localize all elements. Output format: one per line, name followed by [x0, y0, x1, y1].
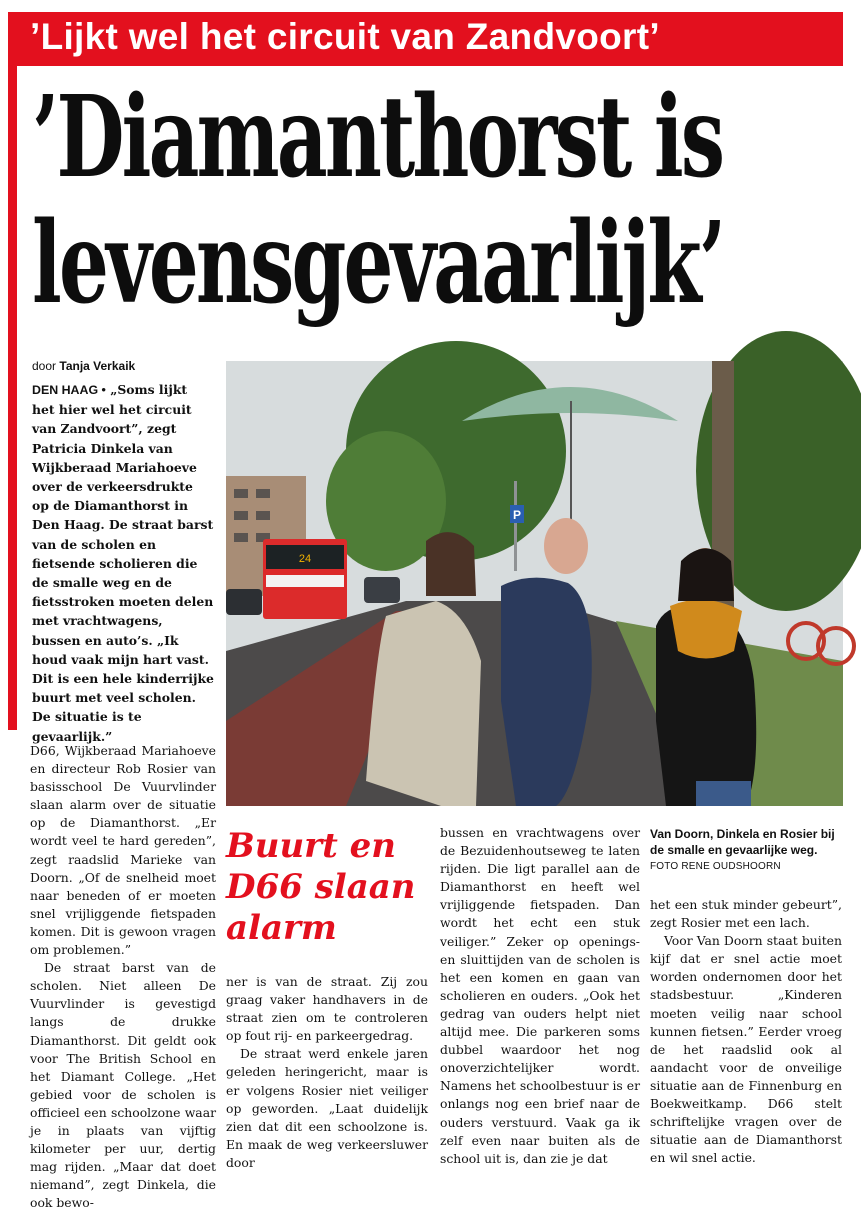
dateline: DEN HAAG • — [32, 383, 106, 397]
kicker-text: ’Lijkt wel het circuit van Zandvoort’ — [30, 16, 660, 57]
paragraph: bussen en vrachtwagens over de Bezuidenhoutseweg te laten rijden. Die ligt parallel aan de Diamanthorst en heeft wel vrijliggende fietspaden. Dan wordt het echt een stuk veiliger.” Zeker op openings- en sluittijden van de scholen is het een komen en gaan van scholieren en ouders. „Ook het gedrag van ouders helpt niet altijd mee. Die parkeren soms dubbel waardoor het nog onoverzichtelijker wordt. Namens het schoolbestuur is er onlangs nog een brief naar de ouders verstuurd. Vaak ga ik zelf even naar buiten als de school uit is, dan zie je dat — [440, 825, 640, 1166]
parked-car — [226, 589, 262, 615]
column-1 — [30, 742, 216, 1212]
mustard-scarf — [670, 600, 742, 659]
subheading: Buurt en D66 slaan alarm — [226, 826, 416, 948]
woman-trenchcoat — [366, 601, 481, 806]
paragraph: De straat werd enkele jaren geleden heringericht, maar is er volgens Rosier niet veiliger op geworden. „Laat duidelijk zien dat dit een schoolzone is. En maak de weg verkeersluwer door — [226, 1046, 428, 1170]
paragraph: De straat barst van de scholen. Niet alleen De Vuurvlinder is gevestigd langs de drukke Diamanthorst. Dit geldt ook voor The British School en het Diamant College. „Het gebied voor de scholen is officieel een schoolzone waar je in plaats van vijftig kilometer per uur, dertig mag rijden. „Maar dat doet niemand”, zegt Dinkela, die ook bewo- — [30, 960, 216, 1211]
paragraph: ner is van de straat. Zij zou graag vaker handhavers in de straat zien om te controleren op fout rij- en parkeergedrag. — [226, 974, 428, 1044]
oncoming-car — [364, 577, 400, 603]
headline-line-1: ’Diamanthorst is — [32, 72, 723, 203]
photo-credit: FOTO RENE OUDSHOORN — [650, 861, 781, 872]
byline-prefix: door — [32, 359, 57, 373]
paragraph: D66, Wijkberaad Mariahoeve en directeur Rob Rosier van basisschool De Vuurvlinder slaan alarm over de situatie op de Diamanthorst. „Er wordt veel te hard gereden”, zegt raadslid Marieke van Doorn. „Of de snelheid moet naar beneden of er moeten snel vrijliggende fietspaden komen. Dit is gewoon vragen om problemen.” — [30, 743, 216, 958]
byline — [32, 359, 135, 373]
paragraph: Voor Van Doorn staat buiten kijf dat er snel actie moet worden ondernomen door het stadsbestuur. „Kinderen moeten veilig naar school kunnen fietsen.” Eerder vroeg de het raadslid ook al aandacht voor de onveilige situatie aan de Finnenburg en Boekweitkamp. D66 stelt schriftelijke vragen over de situatie aan de Diamanthorst en wil snel actie. — [650, 933, 842, 1166]
column-2 — [226, 973, 428, 1172]
byline-author: Tanja Verkaik — [59, 359, 136, 373]
bus-destination-display: 24 — [298, 553, 312, 565]
parking-sign-letter: P — [512, 508, 522, 522]
lead-paragraph — [32, 380, 214, 746]
column-3 — [440, 824, 640, 1168]
article-photo — [226, 361, 843, 806]
headline-line-2: levensgevaarlijk’ — [32, 198, 724, 329]
photo-caption: Van Doorn, Dinkela en Rosier bij de smalle en gevaarlijke weg. — [650, 827, 835, 857]
lead-text: „Soms lijkt het hier wel het circuit van Zandvoort”, zegt Patricia Dinkela van Wijkberaad Mariahoeve over de verkeersdrukte op de Diamanthorst in Den Haag. De straat barst van de scholen en fietsende scholieren die de smalle weg en de fietsstroken moeten delen met vrachtwagens, bussen en auto’s. „Ik houd vaak mijn hart vast. Dit is een hele kinderrijke buurt met veel scholen. De situatie is te gevaarlijk.” — [32, 382, 214, 744]
column-4 — [650, 896, 842, 1167]
red-accent-bar — [8, 12, 17, 730]
paragraph: het een stuk minder gebeurt”, zegt Rosier met een lach. — [650, 897, 842, 931]
